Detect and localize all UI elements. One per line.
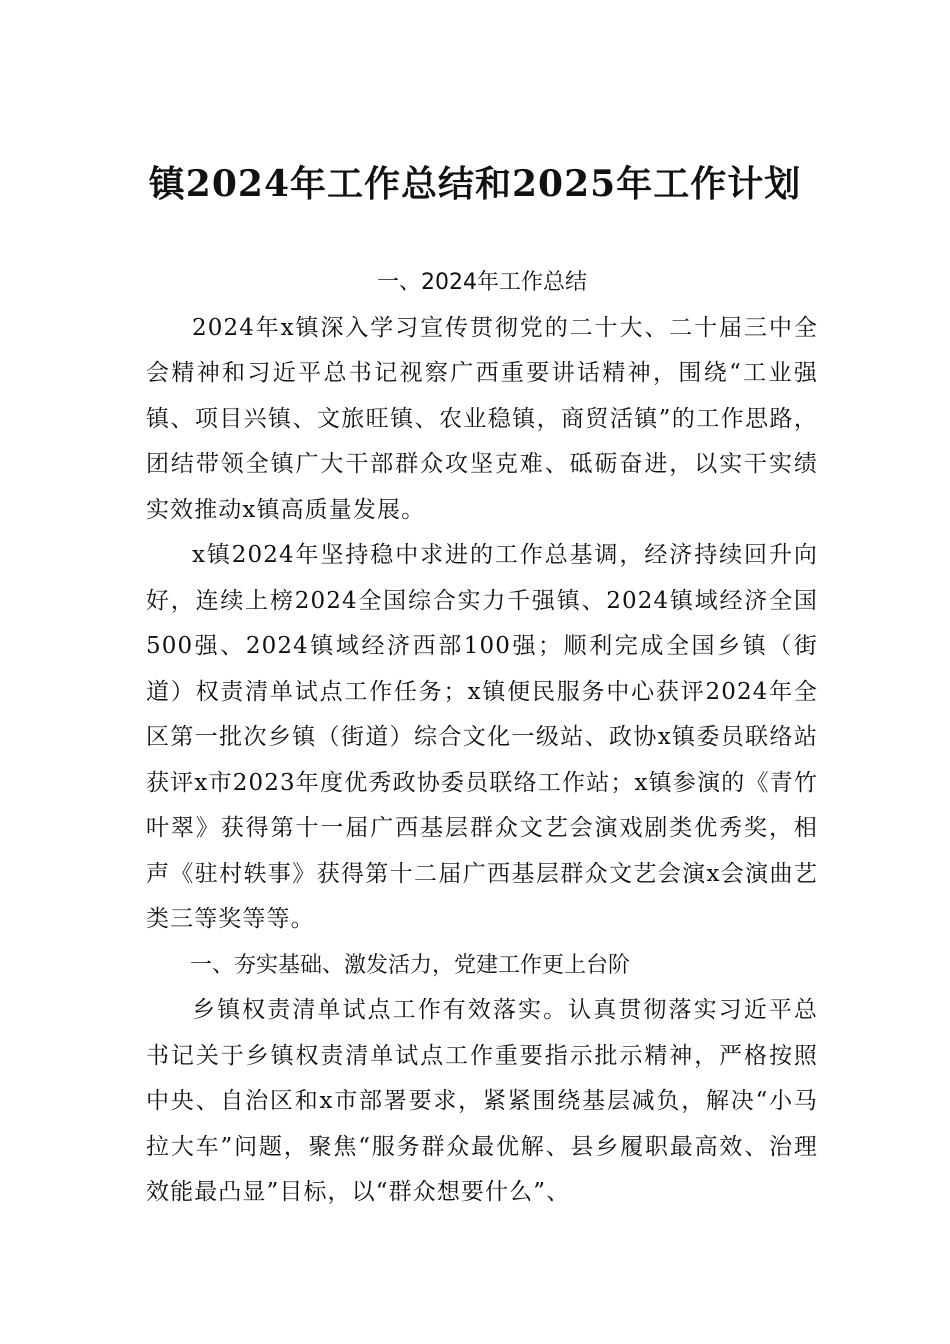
section-heading-work-summary: 一、2024年工作总结 xyxy=(377,270,587,295)
document-body xyxy=(146,260,818,1216)
paragraph-power-list-pilot: 乡镇权责清单试点工作有效落实。认真贯彻落实习近平总书记关于乡镇权责清单试点工作重要指示批示精神，严格按照中央、自治区和x市部署要求，紧紧围绕基层减负，解决“小马拉大车”问题，聚焦“服务群众最优解、县乡履职最高效、治理效能最凸显”目标，以“群众想要什么”、 xyxy=(146,997,818,1205)
document-title: 镇2024年工作总结和2025年工作计划 xyxy=(148,163,802,205)
paragraph-achievements: x镇2024年坚持稳中求进的工作总基调，经济持续回升向好，连续上榜2024全国综合实力千强镇、2024镇域经济全国500强、2024镇域经济西部100强；顺利完成全国乡镇（街道）权责清单试点工作任务；x镇便民服务中心获评2024年全区第一批次乡镇（街道）综合文化一级站、政协x镇委员联络站获评x市2023年度优秀政协委员联络工作站；x镇参演的《青竹叶翠》获得第十一届广西基层群众文艺会演戏剧类优秀奖，相声《驻村轶事》获得第十二届广西基层群众文艺会演x会演曲艺类三等奖等等。 xyxy=(146,542,818,932)
paragraph-overview: 2024年x镇深入学习宣传贯彻党的二十大、二十届三中全会精神和习近平总书记视察广西重要讲话精神，围绕“工业强镇、项目兴镇、文旅旺镇、农业稳镇，商贸活镇”的工作思路，团结带领全镇广大干部群众攻坚克难、砥砺奋进，以实干实绩实效推动x镇高质量发展。 xyxy=(146,314,818,523)
subsection-heading-party-building: 一、夯实基础、激发活力，党建工作更上台阶 xyxy=(190,952,631,978)
